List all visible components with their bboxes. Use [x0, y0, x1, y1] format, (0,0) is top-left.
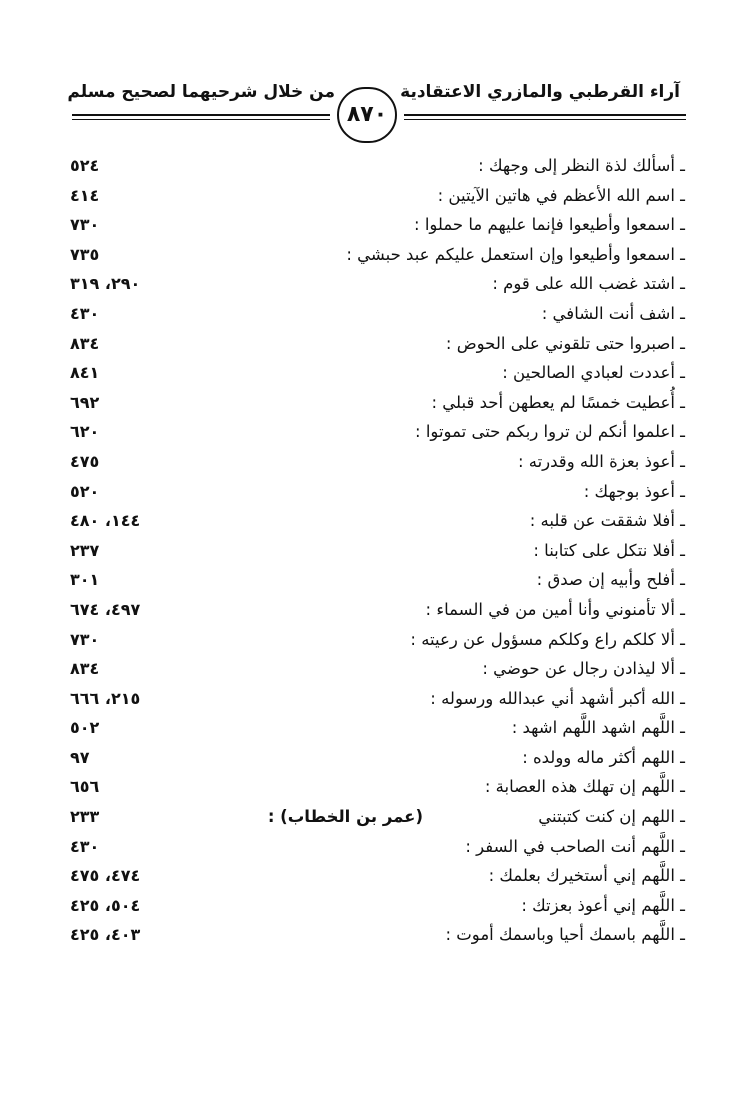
entry-text: ـ ألا تأمنوني وأنا أمين من في السماء :	[425, 599, 685, 619]
header-rule-right-bottom	[404, 119, 686, 120]
entry-pages: ٨٤١	[70, 363, 100, 383]
entry-pages: ١٤٤، ٤٨٠	[70, 511, 141, 531]
hadith-index-list	[70, 151, 685, 950]
entry-narrator-note: (عمر بن الخطاب) :	[267, 807, 423, 827]
entry-text: ـ أفلح وأبيه إن صدق :	[536, 570, 685, 590]
entry-text: ـ الله أكبر أشهد أني عبدالله ورسوله :	[430, 688, 685, 708]
index-entry	[70, 269, 685, 299]
entry-text: ـ اسمعوا وأطيعوا وإن استعمل عليكم عبد حبشي :	[346, 244, 685, 264]
entry-text: ـ اللَّهم باسمك أحيا وباسمك أموت :	[445, 925, 685, 945]
index-entry	[70, 891, 685, 921]
index-entry	[70, 329, 685, 359]
index-entry	[70, 743, 685, 773]
entry-pages: ٤٩٧، ٦٧٤	[70, 599, 141, 619]
header-rule-right-top	[404, 114, 686, 116]
index-entry	[70, 240, 685, 270]
index-entry	[70, 388, 685, 418]
entry-text: ـ اشف أنت الشافي :	[541, 303, 685, 323]
entry-text: ـ ألا ليذادن رجال عن حوضي :	[482, 659, 685, 679]
index-entry	[70, 210, 685, 240]
index-entry	[70, 920, 685, 950]
index-entry	[70, 565, 685, 595]
index-entry	[70, 151, 685, 181]
entry-text: ـ اللَّهم أنت الصاحب في السفر :	[465, 836, 685, 856]
index-entry	[70, 772, 685, 802]
entry-pages: ٥٠٤، ٤٢٥	[70, 895, 141, 915]
index-entry	[70, 536, 685, 566]
entry-text: ـ اللَّهم إني أستخيرك بعلمك :	[488, 866, 685, 886]
entry-pages: ٤٣٠	[70, 303, 100, 323]
entry-pages: ٧٣٠	[70, 215, 100, 235]
entry-pages: ٨٣٤	[70, 333, 100, 353]
entry-pages: ٢٣٧	[70, 540, 100, 560]
index-entry	[70, 684, 685, 714]
index-entry	[70, 358, 685, 388]
index-entry	[70, 713, 685, 743]
entry-pages: ٥٠٢	[70, 718, 100, 738]
entry-pages: ٧٣٠	[70, 629, 100, 649]
entry-pages: ٧٣٥	[70, 244, 100, 264]
entry-pages: ٤٧٥	[70, 451, 100, 471]
entry-text: ـ اللَّهم اشهد اللَّهم اشهد :	[511, 718, 685, 738]
running-header-subtitle: من خلال شرحيهما لصحيح مسلم	[67, 82, 335, 102]
entry-pages: ٨٣٤	[70, 659, 100, 679]
entry-pages: ٣٠١	[70, 570, 100, 590]
entry-pages: ٢٣٣	[70, 807, 100, 827]
entry-text: ـ أعوذ بوجهك :	[583, 481, 685, 501]
entry-pages: ٩٧	[70, 747, 90, 767]
entry-pages: ٤٧٤، ٤٧٥	[70, 866, 141, 886]
index-entry	[70, 654, 685, 684]
entry-text: ـ اللَّهم إني أعوذ بعزتك :	[521, 895, 685, 915]
running-header-title: آراء القرطبي والمازري الاعتقادية	[400, 82, 680, 102]
page-number: ٨٧٠	[337, 87, 397, 143]
index-entry	[70, 595, 685, 625]
entry-text: ـ اشتد غضب الله على قوم :	[492, 274, 685, 294]
entry-pages: ٤٠٣، ٤٢٥	[70, 925, 141, 945]
index-entry	[70, 802, 685, 832]
entry-pages: ٦٩٢	[70, 392, 100, 412]
index-entry	[70, 861, 685, 891]
entry-text: ـ اسمعوا وأطيعوا فإنما عليهم ما حملوا :	[414, 215, 685, 235]
entry-text: ـ اللهم إن كنت كتبتني	[538, 807, 685, 827]
entry-pages: ٥٢٠	[70, 481, 100, 501]
entry-text: ـ اعلموا أنكم لن تروا ربكم حتى تموتوا :	[415, 422, 685, 442]
entry-pages: ٥٢٤	[70, 156, 100, 175]
index-entry	[70, 299, 685, 329]
entry-text: ـ اللهم أكثر ماله وولده :	[522, 747, 685, 767]
entry-text: ـ أفلا نتكل على كتابنا :	[533, 540, 685, 560]
index-entry	[70, 417, 685, 447]
entry-text: ـ اصبروا حتى تلقوني على الحوض :	[445, 333, 685, 353]
entry-text: ـ أُعطيت خمسًا لم يعطهن أحد قبلي :	[431, 392, 685, 412]
entry-pages: ٤٣٠	[70, 836, 100, 856]
entry-text: ـ اللَّهم إن تهلك هذه العصابة :	[484, 777, 685, 797]
index-entry	[70, 625, 685, 655]
header-rule-left-bottom	[72, 119, 330, 120]
entry-pages: ٤١٤	[70, 185, 100, 205]
entry-text: ـ أفلا شققت عن قلبه :	[529, 511, 685, 531]
header-rule-left-top	[72, 114, 330, 116]
entry-pages: ٢١٥، ٦٦٦	[70, 688, 141, 708]
index-entry	[70, 447, 685, 477]
entry-text: ـ أسألك لذة النظر إلى وجهك :	[478, 156, 685, 175]
index-entry	[70, 506, 685, 536]
entry-pages: ٦٥٦	[70, 777, 100, 797]
index-entry	[70, 832, 685, 862]
entry-pages: ٦٢٠	[70, 422, 100, 442]
entry-text: ـ أعددت لعبادي الصالحين :	[502, 363, 685, 383]
index-entry	[70, 477, 685, 507]
entry-pages: ٢٩٠، ٣١٩	[70, 274, 141, 294]
entry-text: ـ ألا كلكم راع وكلكم مسؤول عن رعيته :	[410, 629, 685, 649]
entry-text: ـ اسم الله الأعظم في هاتين الآيتين :	[437, 185, 685, 205]
index-entry	[70, 181, 685, 211]
entry-text: ـ أعوذ بعزة الله وقدرته :	[517, 451, 685, 471]
